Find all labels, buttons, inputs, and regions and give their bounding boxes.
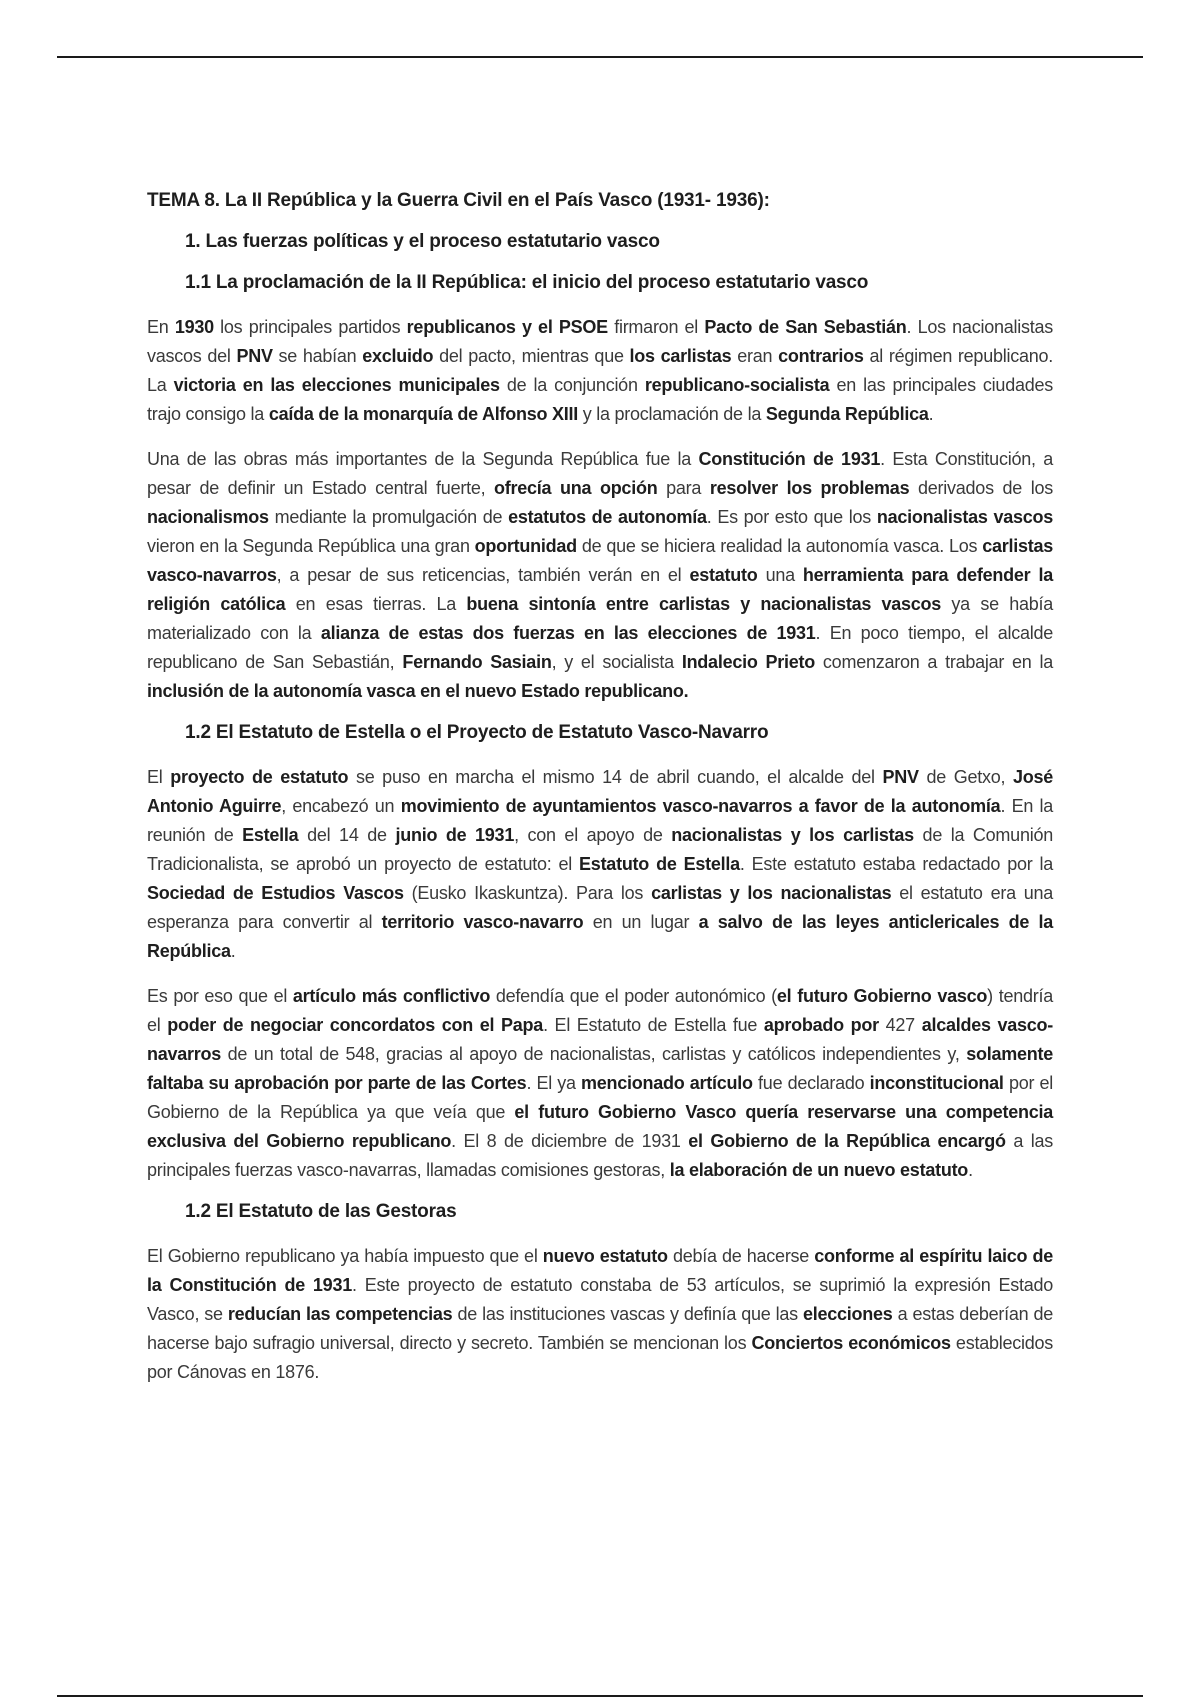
- bold-text: inclusión de la autonomía vasca en el nuevo Estado republicano.: [147, 681, 689, 701]
- bold-text: reducían las competencias: [227, 1304, 453, 1324]
- bold-text: buena sintonía entre carlistas y nacionalistas vascos: [466, 594, 942, 614]
- bold-text: la elaboración de un nuevo estatuto: [669, 1160, 969, 1180]
- bold-text: oportunidad: [474, 536, 577, 556]
- paragraph: El proyecto de estatuto se puso en marcha el mismo 14 de abril cuando, el alcalde del PNV de Getxo, José Antonio Aguirre, encabezó un movimiento de ayuntamientos vasco-navarros a favor de la autonomía. En la reunión de Estella del 14 de junio de 1931, con el apoyo de nacionalistas y los carlistas de la Comunión Tradicionalista, se aprobó un proyecto de estatuto: el Estatuto de Estella. Este estatuto estaba redactado por la Sociedad de Estudios Vascos (Eusko Ikaskuntza). Para los carlistas y los nacionalistas el estatuto era una esperanza para convertir al territorio vasco-navarro en un lugar a salvo de las leyes anticlericales de la República.: [147, 767, 1054, 961]
- bold-text: mencionado artículo: [581, 1073, 753, 1093]
- bold-text: Fernando Sasiain: [402, 652, 552, 672]
- bold-text: carlistas y los nacionalistas: [651, 883, 892, 903]
- section-heading-1: 1. Las fuerzas políticas y el proceso estatutario vasco: [185, 231, 660, 252]
- bold-text: carlistas vasco-navarros: [147, 536, 1053, 585]
- bold-text: alianza de estas dos fuerzas en las elecciones de 1931: [320, 623, 816, 643]
- top-rule: [57, 56, 1143, 58]
- bold-text: herramienta para defender la religión católica: [147, 565, 1053, 614]
- bold-text: nacionalistas vascos: [876, 507, 1054, 527]
- bold-text: Estatuto de Estella: [579, 854, 740, 874]
- bold-text: excluido: [362, 346, 434, 366]
- document-body: [147, 190, 1053, 1403]
- bold-text: el Gobierno de la República encargó: [688, 1131, 1006, 1151]
- bold-text: Estella: [242, 825, 299, 845]
- bold-text: el futuro Gobierno Vasco quería reservarse una competencia exclusiva del Gobierno republicano: [147, 1102, 1053, 1151]
- bold-text: el futuro Gobierno vasco: [776, 986, 988, 1006]
- bottom-rule: [57, 1695, 1143, 1697]
- bold-text: junio de 1931: [395, 825, 515, 845]
- bold-text: José Antonio Aguirre: [147, 767, 1053, 816]
- section-heading-1-2-estella: 1.2 El Estatuto de Estella o el Proyecto de Estatuto Vasco-Navarro: [185, 722, 769, 743]
- bold-text: artículo más conflictivo: [292, 986, 491, 1006]
- bold-text: conforme al espíritu laico de la Constitución de 1931: [147, 1246, 1054, 1295]
- bold-text: 1930: [174, 317, 214, 337]
- bold-text: movimiento de ayuntamientos vasco-navarros a favor de la autonomía: [400, 796, 1001, 816]
- bold-text: republicano-socialista: [644, 375, 830, 395]
- bold-text: alcaldes vasco-navarros: [147, 1015, 1054, 1064]
- bold-text: Pacto de San Sebastián: [704, 317, 907, 337]
- paragraph: El Gobierno republicano ya había impuesto que el nuevo estatuto debía de hacerse conforme al espíritu laico de la Constitución de 1931. Este proyecto de estatuto constaba de 53 artículos, se suprimió la expresión Estado Vasco, se reducían las competencias de las instituciones vascas y definía que las elecciones a estas deberían de hacerse bajo sufragio universal, directo y secreto. También se mencionan los Conciertos económicos establecidos por Cánovas en 1876.: [147, 1246, 1054, 1382]
- bold-text: a salvo de las leyes anticlericales de la República: [147, 912, 1053, 961]
- bold-text: los carlistas: [629, 346, 732, 366]
- bold-text: solamente faltaba su aprobación por parte de las Cortes: [147, 1044, 1053, 1093]
- bold-text: Indalecio Prieto: [681, 652, 816, 672]
- bold-text: Sociedad de Estudios Vascos: [147, 883, 404, 903]
- bold-text: proyecto de estatuto: [170, 767, 349, 787]
- bold-text: elecciones: [802, 1304, 893, 1324]
- bold-text: caída de la monarquía de Alfonso XIII: [268, 404, 578, 424]
- bold-text: nuevo estatuto: [542, 1246, 668, 1266]
- bold-text: poder de negociar concordatos con el Papa: [167, 1015, 544, 1035]
- paragraph: En 1930 los principales partidos republicanos y el PSOE firmaron el Pacto de San Sebastián. Los nacionalistas vascos del PNV se habían excluido del pacto, mientras que los carlistas eran contrarios al régimen republicano. La victoria en las elecciones municipales de la conjunción republicano-socialista en las principales ciudades trajo consigo la caída de la monarquía de Alfonso XIII y la proclamación de la Segunda República.: [147, 317, 1053, 424]
- bold-text: nacionalismos: [147, 507, 269, 527]
- paragraph: Es por eso que el artículo más conflictivo defendía que el poder autonómico (el futuro Gobierno vasco) tendría el poder de negociar concordatos con el Papa. El Estatuto de Estella fue aprobado por 427 alcaldes vasco-navarros de un total de 548, gracias al apoyo de nacionalistas, carlistas y católicos independientes y, solamente faltaba su aprobación por parte de las Cortes. El ya mencionado artículo fue declarado inconstitucional por el Gobierno de la República ya que veía que el futuro Gobierno Vasco quería reservarse una competencia exclusiva del Gobierno republicano. El 8 de diciembre de 1931 el Gobierno de la República encargó a las principales fuerzas vasco-navarras, llamadas comisiones gestoras, la elaboración de un nuevo estatuto.: [147, 986, 1054, 1180]
- bold-text: nacionalistas y los carlistas: [671, 825, 914, 845]
- bold-text: territorio vasco-navarro: [381, 912, 584, 932]
- section-heading-1-2-gestoras: 1.2 El Estatuto de las Gestoras: [185, 1201, 457, 1222]
- bold-text: Constitución de 1931: [698, 449, 881, 469]
- section-heading-1-1: 1.1 La proclamación de la II República: el inicio del proceso estatutario vasco: [185, 272, 869, 293]
- bold-text: republicanos y el PSOE: [406, 317, 608, 337]
- bold-text: ofrecía una opción: [494, 478, 658, 498]
- bold-text: PNV: [236, 346, 273, 366]
- paragraph: Una de las obras más importantes de la Segunda República fue la Constitución de 1931. Esta Constitución, a pesar de definir un Estado central fuerte, ofrecía una opción para resolver los problemas derivados de los nacionalismos mediante la promulgación de estatutos de autonomía. Es por esto que los nacionalistas vascos vieron en la Segunda República una gran oportunidad de que se hiciera realidad la autonomía vasca. Los carlistas vasco-navarros, a pesar de sus reticencias, también verán en el estatuto una herramienta para defender la religión católica en esas tierras. La buena sintonía entre carlistas y nacionalistas vascos ya se había materializado con la alianza de estas dos fuerzas en las elecciones de 1931. En poco tiempo, el alcalde republicano de San Sebastián, Fernando Sasiain, y el socialista Indalecio Prieto comenzaron a trabajar en la inclusión de la autonomía vasca en el nuevo Estado republicano.: [147, 449, 1054, 701]
- bold-text: PNV: [882, 767, 919, 787]
- bold-text: contrarios: [778, 346, 864, 366]
- bold-text: aprobado por: [763, 1015, 879, 1035]
- bold-text: Conciertos económicos: [751, 1333, 951, 1353]
- bold-text: estatutos de autonomía: [508, 507, 707, 527]
- document-title: TEMA 8. La II República y la Guerra Civil en el País Vasco (1931- 1936):: [147, 190, 770, 211]
- bold-text: estatuto: [689, 565, 758, 585]
- bold-text: resolver los problemas: [709, 478, 910, 498]
- bold-text: victoria en las elecciones municipales: [173, 375, 500, 395]
- bold-text: inconstitucional: [869, 1073, 1004, 1093]
- bold-text: Segunda República: [765, 404, 929, 424]
